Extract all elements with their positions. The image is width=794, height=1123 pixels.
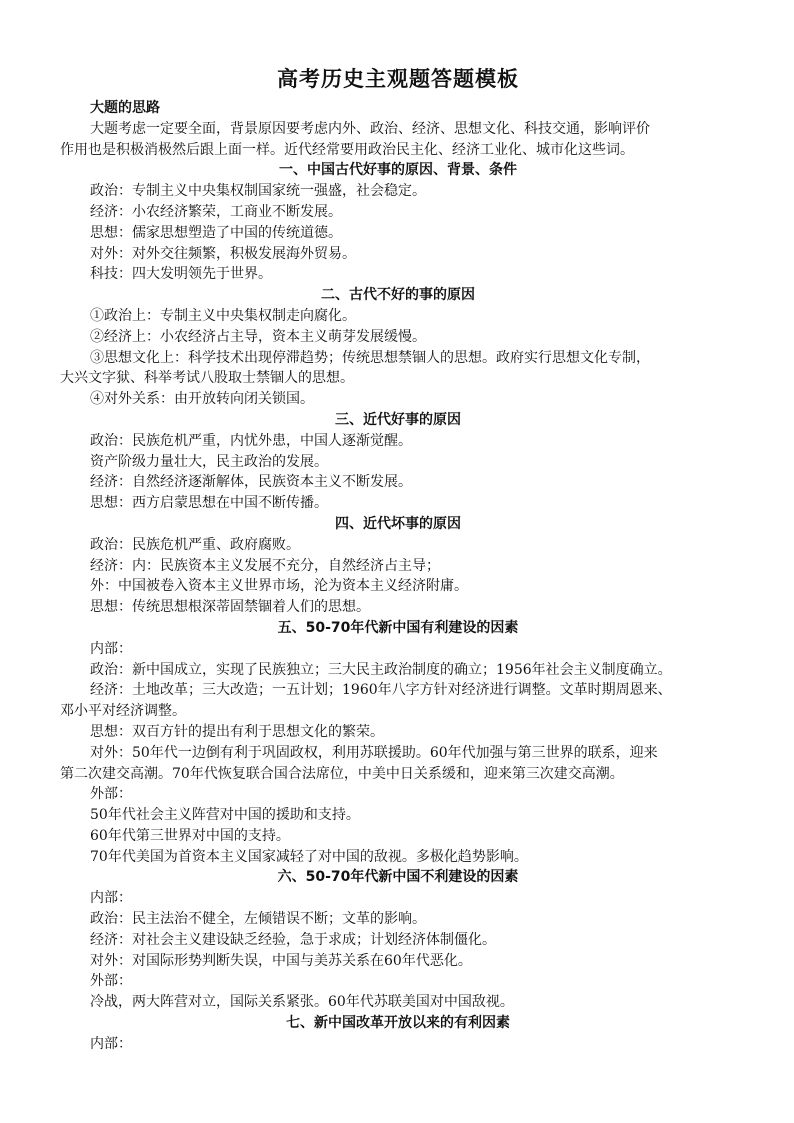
section-5-item: 经济：土地改革；三大改造；一五计划；1960年八字方针对经济进行调整。文革时期周恩来、	[90, 682, 672, 699]
section-6-label: 内部：	[90, 890, 132, 907]
section-5-item: 60年代第三世界对中国的支持。	[90, 827, 290, 844]
intro-text: 作用也是积极消极然后跟上面一样。近代经常要用政治民主化、经济工业化、城市化这些词。	[60, 141, 634, 158]
section-heading-1: 一、中国古代好事的原因、背景、条件	[279, 162, 517, 179]
section-heading-2: 二、古代不好的事的原因	[321, 287, 475, 304]
section-2-item: ①政治上：专制主义中央集权制走向腐化。	[90, 307, 356, 324]
section-2-item: ②经济上：小农经济占主导，资本主义萌芽发展缓慢。	[90, 328, 426, 345]
section-5-label: 外部：	[90, 786, 132, 803]
section-3-item: 政治：民族危机严重，内忧外患，中国人逐渐觉醒。	[90, 432, 412, 449]
page-title: 高考历史主观题答题模板	[277, 67, 519, 91]
intro-text: 大题考虑一定要全面，背景原因要考虑内外、政治、经济、思想文化、科技交通，影响评价	[90, 120, 650, 137]
section-heading-5: 五、50-70年代新中国有利建设的因素	[277, 619, 519, 636]
section-6-item: 经济：对社会主义建设缺乏经验，急于求成；计划经济体制僵化。	[90, 931, 496, 948]
section-6-item: 冷战，两大阵营对立，国际关系紧张。60年代苏联美国对中国敌视。	[90, 994, 514, 1011]
section-7-label: 内部：	[90, 1035, 132, 1052]
intro-heading: 大题的思路	[90, 100, 160, 116]
section-2-item: ④对外关系：由开放转向闭关锁国。	[90, 391, 314, 408]
section-6-item: 政治：民主法治不健全，左倾错误不断；文革的影响。	[90, 911, 426, 928]
section-4-item: 思想：传统思想根深蒂固禁锢着人们的思想。	[90, 599, 370, 616]
section-2-item: 大兴文字狱、科举考试八股取士禁锢人的思想。	[60, 370, 354, 387]
section-2-item: ③思想文化上：科学技术出现停滞趋势；传统思想禁锢人的思想。政府实行思想文化专制，	[90, 349, 650, 366]
section-1-item: 政治：专制主义中央集权制国家统一强盛，社会稳定。	[90, 183, 426, 200]
document-page	[60, 64, 736, 1055]
section-5-label: 内部：	[90, 640, 132, 657]
section-5-item: 思想：双百方针的提出有利于思想文化的繁荣。	[90, 723, 384, 740]
section-heading-6: 六、50-70年代新中国不利建设的因素	[277, 869, 519, 886]
section-1-item: 思想：儒家思想塑造了中国的传统道德。	[90, 224, 342, 241]
section-1-item: 科技：四大发明领先于世界。	[90, 266, 272, 283]
section-5-item: 50年代社会主义阵营对中国的援助和支持。	[90, 807, 360, 824]
section-3-item: 资产阶级力量壮大，民主政治的发展。	[90, 453, 328, 470]
section-5-item: 第二次建交高潮。70年代恢复联合国合法席位，中美中日关系缓和，迎来第三次建交高潮。	[60, 765, 624, 782]
section-3-item: 经济：自然经济逐渐解体，民族资本主义不断发展。	[90, 474, 412, 491]
section-5-item: 邓小平对经济调整。	[60, 703, 186, 720]
section-heading-4: 四、近代坏事的原因	[335, 515, 461, 532]
section-1-item: 对外：对外交往频繁，积极发展海外贸易。	[90, 245, 356, 262]
section-heading-3: 三、近代好事的原因	[335, 411, 461, 428]
section-heading-7: 七、新中国改革开放以来的有利因素	[286, 1015, 510, 1032]
section-1-item: 经济：小农经济繁荣，工商业不断发展。	[90, 203, 342, 220]
section-4-item: 经济：内：民族资本主义发展不充分，自然经济占主导；	[90, 557, 440, 574]
section-3-item: 思想：西方启蒙思想在中国不断传播。	[90, 495, 328, 512]
section-5-item: 政治：新中国成立，实现了民族独立；三大民主政治制度的确立；1956年社会主义制度确立。	[90, 661, 672, 678]
section-5-item: 对外：50年代一边倒有利于巩固政权，利用苏联援助。60年代加强与第三世界的联系，迎来	[90, 744, 658, 761]
section-4-item: 外：中国被卷入资本主义世界市场，沦为资本主义经济附庸。	[90, 578, 468, 595]
section-6-item: 对外：对国际形势判断失误，中国与美苏关系在60年代恶化。	[90, 952, 472, 969]
section-6-label: 外部：	[90, 973, 132, 990]
section-5-item: 70年代美国为首资本主义国家减轻了对中国的敌视。多极化趋势影响。	[90, 848, 528, 865]
section-4-item: 政治：民族危机严重、政府腐败。	[90, 536, 300, 553]
